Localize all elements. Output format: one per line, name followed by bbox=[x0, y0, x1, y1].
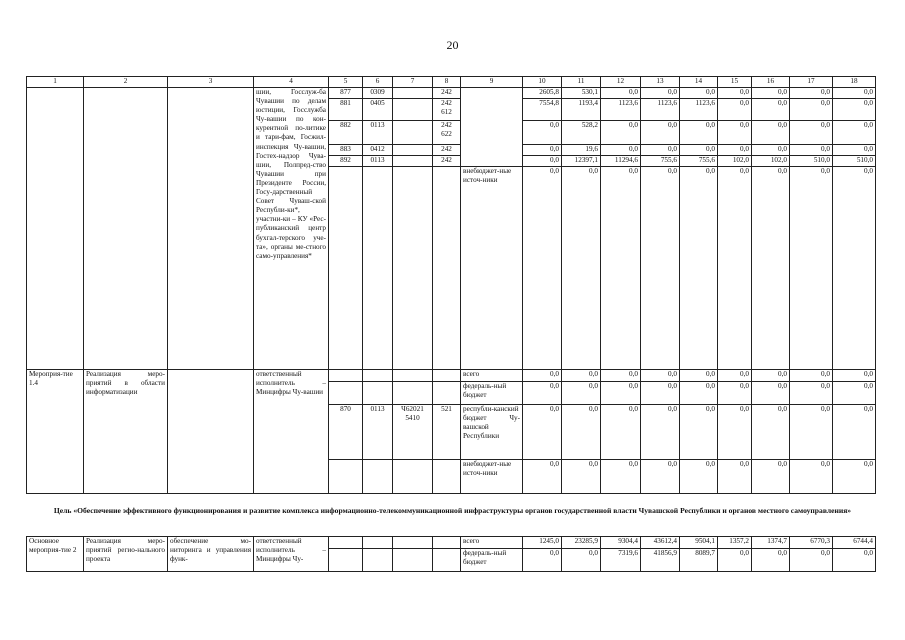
amount-cell: 0,0 bbox=[751, 98, 790, 121]
amount-cell: 0,0 bbox=[789, 144, 833, 156]
code-section: 0412 bbox=[362, 144, 393, 156]
amount-cell: 1123,6 bbox=[600, 98, 641, 121]
amount-cell: 0,0 bbox=[600, 144, 641, 156]
code-target bbox=[392, 120, 433, 145]
measure-title: Реализация меро-приятий в области информатизации bbox=[83, 369, 168, 494]
amount-cell: 0,0 bbox=[717, 144, 752, 156]
code-section: 0113 bbox=[362, 404, 393, 460]
source-label: внебюджет-ные источ-ники bbox=[460, 459, 523, 494]
amount-cell: 0,0 bbox=[832, 87, 876, 99]
code-grbs: 892 bbox=[328, 155, 363, 167]
header-cell: 4 bbox=[253, 76, 329, 88]
amount-cell: 1123,6 bbox=[640, 98, 680, 121]
code-empty bbox=[362, 548, 393, 572]
source-label: всего bbox=[460, 536, 523, 549]
amount-cell: 0,0 bbox=[679, 459, 718, 494]
amount-cell: 41856,9 bbox=[640, 548, 680, 572]
amount-cell: 0,0 bbox=[640, 369, 680, 382]
code-empty bbox=[328, 381, 363, 405]
amount-cell: 510,0 bbox=[789, 155, 833, 167]
amount-cell: 0,0 bbox=[751, 144, 790, 156]
amount-cell: 0,0 bbox=[751, 404, 790, 460]
code-grbs: 877 bbox=[328, 87, 363, 99]
amount-cell: 0,0 bbox=[717, 87, 752, 99]
header-cell: 14 bbox=[679, 76, 718, 88]
header-cell: 2 bbox=[83, 76, 168, 88]
amount-cell: 0,0 bbox=[522, 166, 562, 370]
amount-cell: 0,0 bbox=[832, 166, 876, 370]
amount-cell: 0,0 bbox=[640, 87, 680, 99]
amount-cell: 8089,7 bbox=[679, 548, 718, 572]
amount-cell: 0,0 bbox=[561, 381, 601, 405]
code-target: Ч62021 5410 bbox=[392, 404, 433, 460]
amount-cell: 1357,2 bbox=[717, 536, 752, 549]
amount-cell: 23285,9 bbox=[561, 536, 601, 549]
amount-cell: 0,0 bbox=[600, 459, 641, 494]
amount-cell: 0,0 bbox=[679, 87, 718, 99]
amount-cell: 0,0 bbox=[751, 381, 790, 405]
amount-cell: 0,0 bbox=[789, 381, 833, 405]
amount-cell: 0,0 bbox=[640, 144, 680, 156]
amount-cell: 0,0 bbox=[832, 381, 876, 405]
code-section-empty bbox=[362, 166, 393, 370]
header-cell: 6 bbox=[362, 76, 393, 88]
amount-cell: 1193,4 bbox=[561, 98, 601, 121]
amount-cell: 0,0 bbox=[751, 166, 790, 370]
amount-cell: 0,0 bbox=[561, 369, 601, 382]
amount-cell: 19,6 bbox=[561, 144, 601, 156]
code-section: 0113 bbox=[362, 155, 393, 167]
code-expense-type: 242 bbox=[432, 144, 461, 156]
amount-cell: 755,6 bbox=[640, 155, 680, 167]
amount-cell: 0,0 bbox=[832, 144, 876, 156]
code-empty bbox=[432, 459, 461, 494]
col1-cell bbox=[26, 87, 84, 370]
code-expense-type: 242 622 bbox=[432, 120, 461, 145]
amount-cell: 0,0 bbox=[561, 459, 601, 494]
source-label: федераль-ный бюджет bbox=[460, 548, 523, 572]
amount-cell: 0,0 bbox=[600, 120, 641, 145]
amount-cell: 43612,4 bbox=[640, 536, 680, 549]
amount-cell: 0,0 bbox=[717, 369, 752, 382]
amount-cell: 0,0 bbox=[751, 369, 790, 382]
amount-cell: 0,0 bbox=[522, 459, 562, 494]
amount-cell: 0,0 bbox=[751, 548, 790, 572]
amount-cell: 0,0 bbox=[832, 404, 876, 460]
code-section: 0309 bbox=[362, 87, 393, 99]
amount-cell: 528,2 bbox=[561, 120, 601, 145]
amount-cell: 0,0 bbox=[751, 87, 790, 99]
header-cell: 13 bbox=[640, 76, 680, 88]
amount-cell: 0,0 bbox=[789, 166, 833, 370]
amount-cell: 11294,6 bbox=[600, 155, 641, 167]
amount-cell: 0,0 bbox=[717, 404, 752, 460]
amount-cell: 0,0 bbox=[600, 87, 641, 99]
code-grbs: 882 bbox=[328, 120, 363, 145]
col3-cell bbox=[167, 87, 254, 370]
responsible-executor: ответственный исполнитель – Минцифры Чу-вашии bbox=[253, 369, 329, 494]
amount-cell: 0,0 bbox=[561, 404, 601, 460]
header-cell: 18 bbox=[832, 76, 876, 88]
code-expense-type: 521 bbox=[432, 404, 461, 460]
amount-cell: 0,0 bbox=[832, 459, 876, 494]
amount-cell: 0,0 bbox=[832, 548, 876, 572]
amount-cell: 0,0 bbox=[679, 404, 718, 460]
source-label: республи-канский бюджет Чу-вашской Республики bbox=[460, 404, 523, 460]
code-empty bbox=[362, 381, 393, 405]
code-empty bbox=[328, 459, 363, 494]
amount-cell: 0,0 bbox=[717, 166, 752, 370]
code-empty bbox=[392, 381, 433, 405]
code-empty bbox=[392, 459, 433, 494]
amount-cell: 12397,1 bbox=[561, 155, 601, 167]
amount-cell: 9304,4 bbox=[600, 536, 641, 549]
amount-cell: 1123,6 bbox=[679, 98, 718, 121]
header-cell: 12 bbox=[600, 76, 641, 88]
amount-cell: 0,0 bbox=[789, 404, 833, 460]
amount-cell: 0,0 bbox=[640, 381, 680, 405]
amount-cell: 0,0 bbox=[640, 120, 680, 145]
responsible-executor: ответственный исполнитель – Минцифры Чу- bbox=[253, 536, 329, 572]
measure-goal: обеспечение мо-ниторинга и управления функ- bbox=[167, 536, 254, 572]
header-cell: 7 bbox=[392, 76, 433, 88]
code-empty bbox=[362, 459, 393, 494]
amount-cell: 0,0 bbox=[679, 166, 718, 370]
header-cell: 8 bbox=[432, 76, 461, 88]
amount-cell: 0,0 bbox=[522, 381, 562, 405]
amount-cell: 0,0 bbox=[832, 98, 876, 121]
code-grbs: 870 bbox=[328, 404, 363, 460]
amount-cell: 0,0 bbox=[789, 98, 833, 121]
amount-cell: 0,0 bbox=[751, 459, 790, 494]
source-label: федераль-ный бюджет bbox=[460, 381, 523, 405]
amount-cell: 0,0 bbox=[522, 120, 562, 145]
amount-cell: 0,0 bbox=[679, 381, 718, 405]
amount-cell: 0,0 bbox=[717, 548, 752, 572]
amount-cell: 0,0 bbox=[717, 459, 752, 494]
amount-cell: 0,0 bbox=[561, 548, 601, 572]
measure-number: Основное мероприя-тие 2 bbox=[26, 536, 84, 572]
amount-cell: 0,0 bbox=[561, 166, 601, 370]
goal-heading: Цель «Обеспечение эффективного функционирования и развитие комплекса информационно-телекоммуникационной инфраструктуры органов государственной власти Чувашской Республики и органов местного самоуправления» bbox=[53, 506, 852, 515]
amount-cell: 0,0 bbox=[600, 166, 641, 370]
amount-cell: 0,0 bbox=[522, 548, 562, 572]
amount-cell: 0,0 bbox=[789, 87, 833, 99]
code-empty bbox=[432, 381, 461, 405]
code-expense-type: 242 bbox=[432, 87, 461, 99]
amount-cell: 0,0 bbox=[679, 369, 718, 382]
col3-cell bbox=[167, 369, 254, 494]
amount-cell: 0,0 bbox=[679, 144, 718, 156]
amount-cell: 0,0 bbox=[600, 404, 641, 460]
header-cell: 3 bbox=[167, 76, 254, 88]
code-grbs-empty bbox=[328, 166, 363, 370]
source-empty bbox=[460, 87, 523, 167]
responsible-executors-cell: шии, Госслуж-ба Чувашии по делам юстиции, Госслужба Чу-вашии по кон-курентной по-литике и тари-фам, Госжил-инспекция Чу-вашии, Гостех-надзор Чува-шии, Полпред-ство Чувашии при Президенте России, Госу-дарственный Совет Чуваш-ской Республи-ки*, участни-ки – КУ «Рес-публиканский центр бухгал-терского уче-та», органы ме-стного само-управления* bbox=[253, 87, 329, 370]
page-number: 20 bbox=[446, 38, 459, 52]
amount-cell: 0,0 bbox=[717, 381, 752, 405]
amount-cell: 6770,3 bbox=[789, 536, 833, 549]
code-empty bbox=[432, 548, 461, 572]
code-empty bbox=[392, 548, 433, 572]
header-cell: 10 bbox=[522, 76, 562, 88]
amount-cell: 7554,8 bbox=[522, 98, 562, 121]
amount-cell: 0,0 bbox=[832, 120, 876, 145]
amount-cell: 2605,8 bbox=[522, 87, 562, 99]
source-label: внебюджет-ные источ-ники bbox=[460, 166, 523, 370]
amount-cell: 6744,4 bbox=[832, 536, 876, 549]
code-section: 0113 bbox=[362, 120, 393, 145]
header-cell: 5 bbox=[328, 76, 363, 88]
amount-cell: 1374,7 bbox=[751, 536, 790, 549]
code-grbs: 881 bbox=[328, 98, 363, 121]
header-cell: 1 bbox=[26, 76, 84, 88]
code-grbs: 883 bbox=[328, 144, 363, 156]
amount-cell: 0,0 bbox=[717, 120, 752, 145]
amount-cell: 0,0 bbox=[640, 459, 680, 494]
header-cell: 9 bbox=[460, 76, 523, 88]
code-empty bbox=[328, 548, 363, 572]
amount-cell: 0,0 bbox=[600, 381, 641, 405]
amount-cell: 0,0 bbox=[832, 369, 876, 382]
header-cell: 11 bbox=[561, 76, 601, 88]
amount-cell: 0,0 bbox=[522, 155, 562, 167]
amount-cell: 102,0 bbox=[751, 155, 790, 167]
amount-cell: 0,0 bbox=[789, 120, 833, 145]
amount-cell: 0,0 bbox=[789, 369, 833, 382]
source-label: всего bbox=[460, 369, 523, 382]
code-expense-type: 242 bbox=[432, 155, 461, 167]
amount-cell: 0,0 bbox=[522, 369, 562, 382]
amount-cell: 0,0 bbox=[751, 120, 790, 145]
header-cell: 17 bbox=[789, 76, 833, 88]
header-cell: 15 bbox=[717, 76, 752, 88]
amount-cell: 0,0 bbox=[600, 369, 641, 382]
amount-cell: 1245,0 bbox=[522, 536, 562, 549]
amount-cell: 530,1 bbox=[561, 87, 601, 99]
amount-cell: 7319,6 bbox=[600, 548, 641, 572]
amount-cell: 0,0 bbox=[717, 98, 752, 121]
amount-cell: 755,6 bbox=[679, 155, 718, 167]
amount-cell: 0,0 bbox=[522, 404, 562, 460]
amount-cell: 0,0 bbox=[679, 120, 718, 145]
amount-cell: 0,0 bbox=[789, 548, 833, 572]
code-expense-type: 242 612 bbox=[432, 98, 461, 121]
header-cell: 16 bbox=[751, 76, 790, 88]
code-target bbox=[392, 98, 433, 121]
measure-title: Реализация меро-приятий регио-нального проекта bbox=[83, 536, 168, 572]
code-expense-empty bbox=[432, 166, 461, 370]
amount-cell: 0,0 bbox=[522, 144, 562, 156]
col2-cell bbox=[83, 87, 168, 370]
amount-cell: 0,0 bbox=[640, 404, 680, 460]
code-target-empty bbox=[392, 166, 433, 370]
measure-number: Мероприя-тие 1.4 bbox=[26, 369, 84, 494]
code-section: 0405 bbox=[362, 98, 393, 121]
amount-cell: 510,0 bbox=[832, 155, 876, 167]
amount-cell: 0,0 bbox=[789, 459, 833, 494]
amount-cell: 0,0 bbox=[640, 166, 680, 370]
amount-cell: 9504,1 bbox=[679, 536, 718, 549]
amount-cell: 102,0 bbox=[717, 155, 752, 167]
